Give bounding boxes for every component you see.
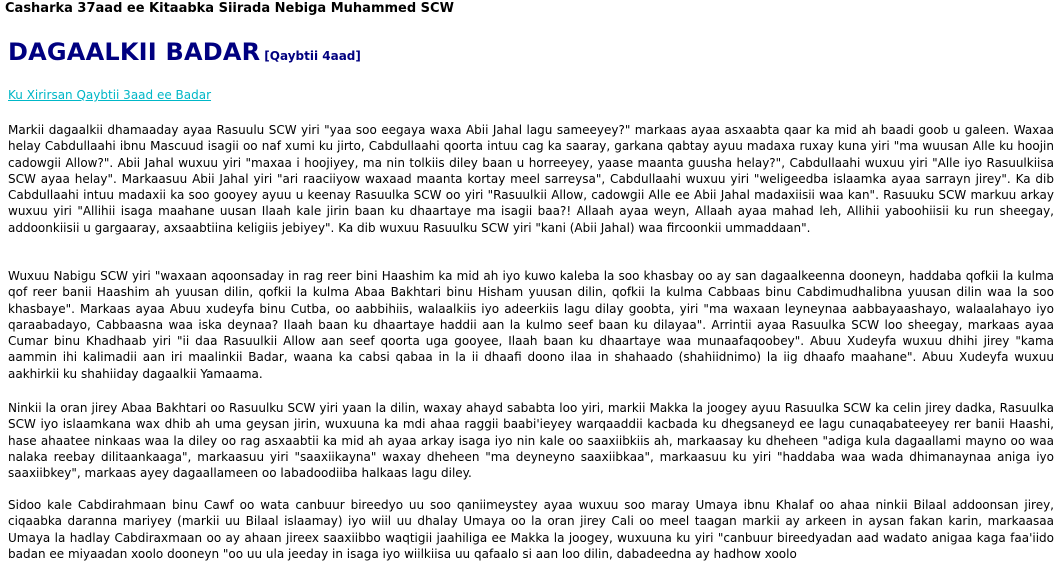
- paragraph-1: Markii dagaalkii dhamaaday ayaa Rasuulu SCW yiri "yaa soo eegaya waxa Abii Jahal lagu sameeyey?" markaas ayaa asxaabta qaar ka mid ah baadi goob u galeen. Waxaa helay Cabdullaahi ibnu Mascuud isagii oo naf xumi ku jirto, Cabdullaahi qoorta intuu cag ka saaray, garkana qabtay ayuu madaxa ruxay kuna yiri "ma wuusan Alle ku hoojin cadowgii Allow?". Abii Jahal wuxuu yiri "maxaa i hoojiyey, ma nin tolkiis diley baan u horreeyey, yaase maanta guusha helay?", Cabdullaahi wuxuu yiri "Alle iyo Rasuulkiisa SCW ayaa helay". Markaasuu Abii Jahal yiri "ari raaciiyow waxaad maanta kortay meel sarreysa", Cabdullaahi wuxuu yiri "weligeedba islaamka ayaa sarrayn jirey". Ka dib Cabdullaahi intuu madaxii ka soo gooyey ayuu u keenay Rasuulka SCW oo yiri "Rasuulkii Allow, cadowgii Alle ee Abii Jahal madaxiisii waa kan". Rasuuku SCW markuu arkay wuxuu yiri "Allihii isaga maahane uusan Ilaah kale jirin baan ku dhaartaye ma isagii baa?! Allaah ayaa weyn, Allaah ayaa mahad leh, Allihii yaboohiisii ku run sheegay, addoonkiisii u gargaaray, axsaabtiina keligiis jebiyey". Ka dib wuxuu Rasuulku SCW yiri "kani (Abii Jahal) waa fircoonkii ummaddaan".: [8, 123, 1054, 235]
- paragraph-3: Ninkii la oran jirey Abaa Bakhtari oo Rasuulku SCW yiri yaan la dilin, waxay ahayd sababta loo yiri, markii Makka la joogey ayuu Rasuulka SCW ka celin jirey dadka, Rasuulka SCW iyo islaamkana wax dhib ah uma geysan jirin, wuxuuna ka mdi ahaa raggii baabi'ieyey warqaaddii kacbada ku dhegsaneyd ee lagu cunaqabateeyey rer banii Haashi, hase ahaatee ninkaas waa la diley oo rag asxaabtii ka mid ah ayaa arkay isaga iyo nin kale oo saaxiibkiis ah, markaasay ku dheheen "adiga kula dagaallami mayno oo waa nalaka reebay dilitaankaaga", markaasuu yiri "saaxiikayna" waxay dheheen "ma deyneyno saaxiibkaa", markaasuu ku yiri "haddaba waa wada dhimanaynaa aniga iyo saaxiibkey", markaas ayey dagaallameen oo labadoodiiba halkaas lagu diley.: [8, 401, 1054, 480]
- paragraph-2: Wuxuu Nabigu SCW yiri "waxaan aqoonsaday in rag reer bini Haashim ka mid ah iyo kuwo kaleba la soo khasbay oo ay san dagaalkeenna dooneyn, haddaba qofkii la kulma qof reer banii Haashim ah yuusan dilin, qofkii la kulma Abaa Bakhtari binu Hisham yuusan dilin, qofkii la kulma Cabbaas binu Cabdimudhalibna yuusan dilin waa la soo khasbaye". Markaas ayaa Abuu xudeyfa binu Cutba, oo aabbihiis, walaalkiis iyo adeerkiis lagu dilay goobta, yiri "ma waxaan leyneynaa aabbayaashayo, walaalahayo iyo qaraabadayo, Cabbaasna waa iska deynaa? Ilaah baan ku dhaartaye haddii aan la kulmo seef baan ku dilayaa". Arrintii ayaa Rasuulka SCW loo sheegay, markaas ayaa Cumar binu Khadhaab yiri "ii daa Rasuulkii Allow aan seef qoorta uga gooyee, Ilaah baan ku dhaartaye waa munaafaqoobey". Abuu Xudeyfa wuxuu dhihi jirey "kama aammin ihi kalimadii aan iri maalinkii Badar, waana ka cabsi qabaa in la ii dhaafi doono ilaa in shahaado (shahiidnimo) la iig dhaafo maahane". Abuu Xudeyfa wuxuu aakhirkii ku shahiiday dagaalkii Yamaama.: [8, 269, 1054, 381]
- series-title: Casharka 37aad ee Kitaabka Siirada Nebiga Muhammed SCW: [5, 1, 454, 16]
- paragraph-4: Sidoo kale Cabdirahmaan binu Cawf oo wata canbuur bireedyo uu soo qaniimeystey ayaa wuxuu soo maray Umaya ibnu Khalaf oo ahaa ninkii Bilaal addoonsan jirey, ciqaabka daranna mariyey (markii uu Bilaal islaamay) iyo wiil uu dhalay Umaya oo la oran jirey Cali oo meel taagan markii ay arkeen in aysan fakan karin, markaasaa Umaya la hadlay Cabdiraxmaan oo ay ahaan jireex saaxiibbo waqtigii jaahiliga ee Makka la joogey, wuxuuna ku yiri "canbuur bireedyadan aad wadato anigaa kaga faa'iido badan ee miyaadan xoolo dooneyn "oo uu ula jeeday in isaga iyo wiilkiisa uu qafaalo si aan loo dilin, dabadeedna ay hadhow xoolo: [8, 498, 1054, 561]
- article-heading: [8, 38, 361, 66]
- previous-part-link[interactable]: Ku Xirirsan Qaybtii 3aad ee Badar: [8, 88, 212, 102]
- heading-part-label: [Qaybtii 4aad]: [264, 49, 361, 63]
- heading-title: DAGAALKII BADAR: [8, 38, 261, 66]
